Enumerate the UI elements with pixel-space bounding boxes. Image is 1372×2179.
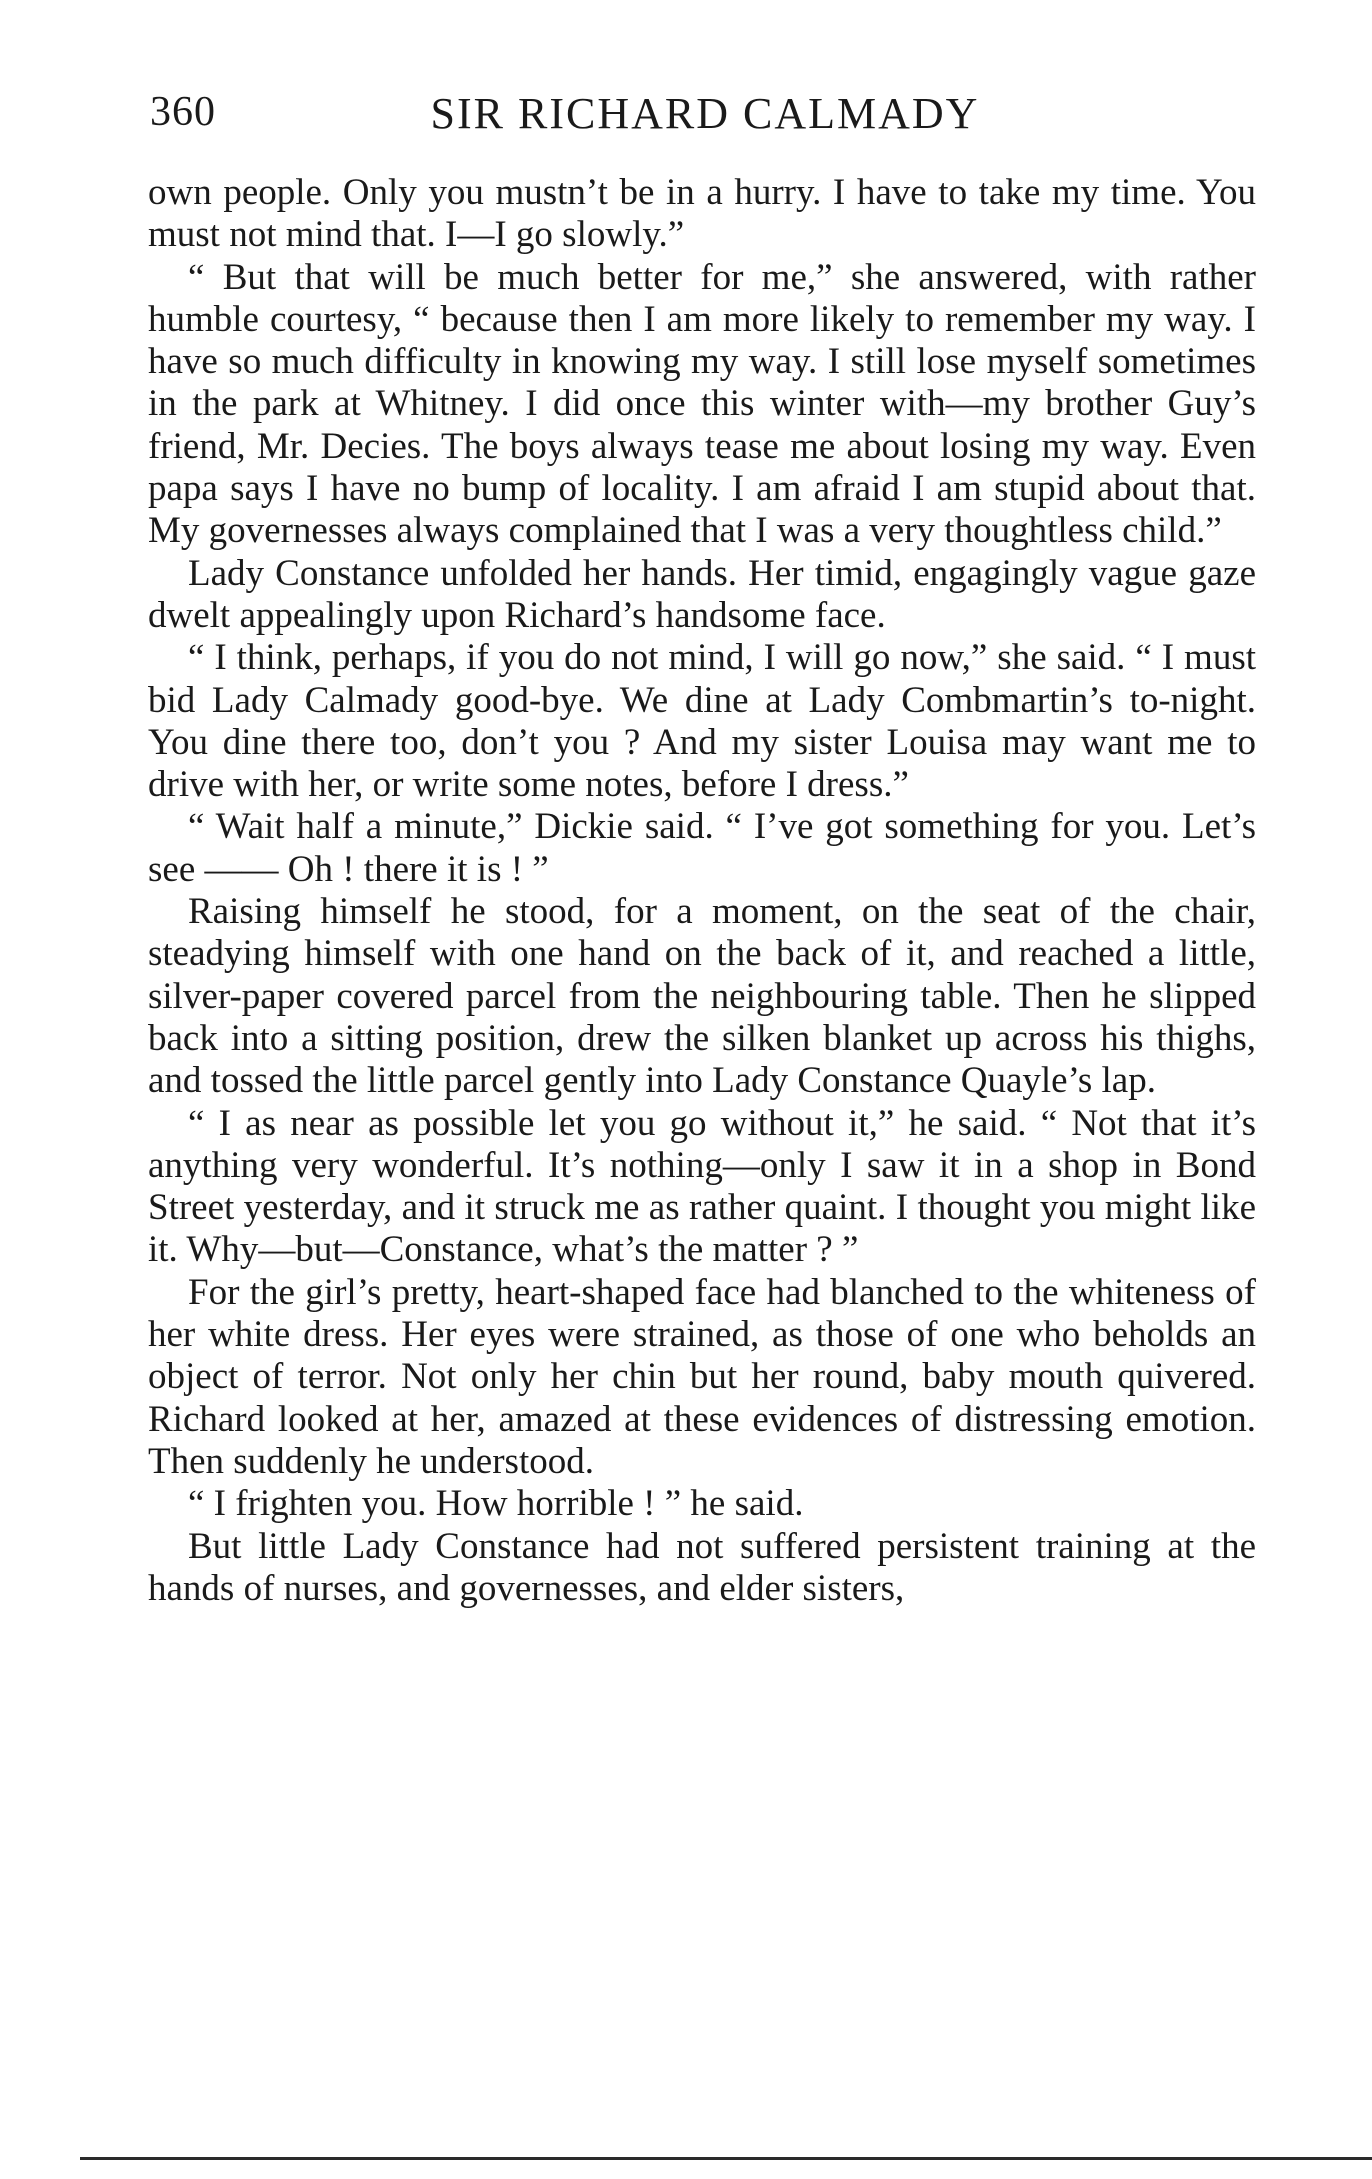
bottom-rule (80, 2157, 1372, 2160)
running-title: SIR RICHARD CALMADY (430, 89, 980, 138)
body-text (148, 172, 1256, 1610)
paragraph: But little Lady Constance had not suffered persistent training at the hands of nurses, and governesses, and elder sisters, (148, 1525, 1256, 1609)
paragraph: “ I as near as possible let you go without it,” he said. “ Not that it’s anything very wonderful. It’s nothing—only I saw it in a shop in Bond Street yesterday, and it struck me as rather quaint. I thought you might like it. Why—but—Constance, what’s the matter ? ” (148, 1102, 1256, 1271)
page-header (150, 88, 1260, 148)
paragraph: “ But that will be much better for me,” she answered, with rather humble courtesy, “ because then I am more likely to remember my way. I have so much difficulty in knowing my way. I still lose myself sometimes in the park at Whitney. I did once this winter with—my brother Guy’s friend, Mr. Decies. The boys always tease me about losing my way. Even papa says I have no bump of locality. I am afraid I am stupid about that. My governesses always complained that I was a very thoughtless child.” (148, 256, 1256, 552)
page-number: 360 (150, 89, 216, 135)
paragraph: For the girl’s pretty, heart-shaped face had blanched to the whiteness of her white dress. Her eyes were strained, as those of one who beholds an object of terror. Not only her chin but her round, baby mouth quivered. Richard looked at her, amazed at these evidences of distressing emotion. Then suddenly he understood. (148, 1271, 1256, 1482)
paragraph: Lady Constance unfolded her hands. Her timid, engagingly vague gaze dwelt appealingly upon Richard’s handsome face. (148, 552, 1256, 636)
paragraph: “ I frighten you. How horrible ! ” he said. (188, 1483, 804, 1525)
paragraph: own people. Only you mustn’t be in a hurry. I have to take my time. You must not mind that. I—I go slowly.” (148, 172, 1256, 256)
paragraph: “ I think, perhaps, if you do not mind, I will go now,” she said. “ I must bid Lady Calmady good-bye. We dine at Lady Combmartin’s to-night. You dine there too, don’t you ? And my sister Louisa may want me to drive with her, or write some notes, before I dress.” (148, 637, 1256, 806)
paragraph: Raising himself he stood, for a moment, on the seat of the chair, steadying himself with one hand on the back of it, and reached a little, silver-paper covered parcel from the neighbouring table. Then he slipped back into a sitting position, drew the silken blanket up across his thighs, and tossed the little parcel gently into Lady Constance Quayle’s lap. (148, 891, 1256, 1102)
paragraph: “ Wait half a minute,” Dickie said. “ I’ve got something for you. Let’s see —— Oh ! there it is ! ” (148, 806, 1256, 890)
